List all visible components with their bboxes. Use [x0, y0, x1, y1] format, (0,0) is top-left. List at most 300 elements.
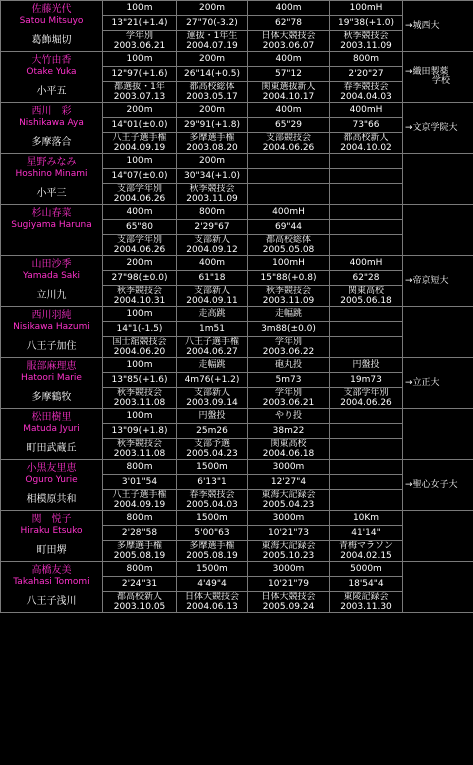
- athlete-row-meets: [1, 337, 473, 358]
- event-name: 400m: [248, 1, 330, 16]
- event-record: 41'14": [330, 526, 403, 541]
- event-meet-date: [248, 490, 330, 511]
- event-date: 2004.06.13: [186, 602, 238, 612]
- athlete-row-events: [1, 562, 473, 577]
- event-meet-date: [248, 133, 330, 154]
- athlete-row-meets: [1, 184, 473, 205]
- event-record: 73"66: [330, 118, 403, 133]
- event-meet-date: [177, 82, 248, 103]
- athlete-name-japanese: 星野みなみ: [26, 157, 77, 169]
- event-name: 400mH: [248, 205, 330, 220]
- event-meet-date: [103, 439, 177, 460]
- event-record: 1m51: [177, 322, 248, 337]
- event-record: 26"14(+0.5): [177, 67, 248, 82]
- athlete-name-japanese: 小黒友里恵: [26, 463, 77, 475]
- event-name: 3000m: [248, 562, 330, 577]
- athlete-name: [1, 52, 103, 82]
- event-name: 100m: [103, 409, 177, 424]
- event-meet: 関東高校: [270, 439, 307, 449]
- athlete-name-romaji: Otake Yuka: [26, 67, 77, 78]
- empty-cell: [330, 490, 403, 511]
- event-meet: 関東選抜新人: [261, 82, 316, 92]
- event-meet-date: [177, 235, 248, 256]
- event-date: 2003.10.05: [113, 602, 166, 612]
- event-meet-date: [103, 31, 177, 52]
- athlete-destination: [403, 154, 473, 205]
- athlete-name: [1, 562, 103, 592]
- event-record: 3m88(±0.0): [248, 322, 330, 337]
- empty-cell: [330, 460, 403, 475]
- athlete-row-meets: [1, 490, 473, 511]
- event-name: 100m: [103, 307, 177, 322]
- empty-cell: [330, 322, 403, 337]
- empty-cell: [330, 235, 403, 256]
- athlete-destination: →織田製薬 学校: [403, 52, 473, 103]
- event-meet-date: [248, 541, 330, 562]
- empty-cell: [330, 184, 403, 205]
- event-meet: 秋季競技会: [116, 439, 162, 449]
- event-record: 61"18: [177, 271, 248, 286]
- event-date: 2003.07.13: [113, 92, 166, 102]
- event-meet-date: [177, 541, 248, 562]
- event-date: 2003.11.09: [262, 296, 315, 306]
- event-meet: 八王子選手権: [112, 133, 167, 143]
- event-record: 14"01(±0.0): [103, 118, 177, 133]
- event-meet: 支部学年別: [116, 184, 162, 194]
- event-name: 800m: [330, 52, 403, 67]
- event-record: 30"34(+1.0): [177, 169, 248, 184]
- event-meet: 支部競技会: [265, 133, 311, 143]
- event-name: 800m: [103, 562, 177, 577]
- event-name: 100m: [103, 1, 177, 16]
- athlete-row-meets: [1, 541, 473, 562]
- empty-cell: [330, 337, 403, 358]
- event-record: 4m76(+1.2): [177, 373, 248, 388]
- athlete-name-romaji: Takahasi Tomomi: [13, 577, 90, 588]
- athlete-name-japanese: 服部麻理恵: [26, 361, 77, 373]
- event-meet: 支部学年別: [116, 235, 162, 245]
- event-date: 2003.11.08: [113, 449, 166, 459]
- athlete-row-meets: [1, 388, 473, 409]
- athlete-row-events: [1, 511, 473, 526]
- athlete-destination: →文京学院大: [403, 103, 473, 154]
- athlete-school: 八王子浅川: [1, 592, 103, 613]
- event-name: 円盤投: [330, 358, 403, 373]
- event-date: 2004.02.15: [340, 551, 392, 561]
- event-date: 2004.09.11: [186, 296, 238, 306]
- event-name: 走幅跳: [177, 358, 248, 373]
- athlete-row-events: [1, 1, 473, 16]
- empty-cell: [330, 169, 403, 184]
- athlete-destination: →城西大: [403, 1, 473, 52]
- event-name: 砲丸投: [248, 358, 330, 373]
- athlete-name-japanese: 松田樹里: [31, 412, 72, 424]
- athlete-name-japanese: 大竹由香: [31, 55, 72, 67]
- event-meet: 八王子選手権: [184, 337, 239, 347]
- event-name: 3000m: [248, 460, 330, 475]
- event-meet: 秋季競技会: [343, 31, 389, 41]
- athlete-row-events: [1, 52, 473, 67]
- athlete-name-romaji: Sugiyama Haruna: [11, 220, 92, 231]
- event-record: 14"07(±0.0): [103, 169, 177, 184]
- event-meet-date: [177, 133, 248, 154]
- event-meet: 国士舘競技会: [112, 337, 167, 347]
- athlete-name-romaji: Oguro Yurie: [25, 475, 78, 486]
- event-meet-date: [103, 490, 177, 511]
- athlete-row-events: [1, 103, 473, 118]
- event-meet: 支部新人: [193, 235, 230, 245]
- empty-cell: [330, 439, 403, 460]
- event-meet: 支部新人: [193, 388, 230, 398]
- event-name: 走幅跳: [248, 307, 330, 322]
- event-meet-date: [330, 133, 403, 154]
- event-meet-date: [103, 184, 177, 205]
- athlete-row-meets: [1, 235, 473, 256]
- event-record: 13"21(+1.4): [103, 16, 177, 31]
- athlete-row-events: [1, 358, 473, 373]
- event-meet-date: [248, 235, 330, 256]
- event-meet: 学年別: [274, 388, 302, 398]
- athlete-row-meets: [1, 31, 473, 52]
- event-date: 2005.08.19: [186, 551, 238, 561]
- event-meet: 秋季競技会: [189, 184, 235, 194]
- event-record: 65"29: [248, 118, 330, 133]
- event-meet-date: [177, 388, 248, 409]
- event-record: 62"28: [330, 271, 403, 286]
- event-meet: 青梅マラソン: [338, 541, 393, 551]
- athlete-name-japanese: 佐藤光代: [31, 4, 72, 16]
- event-record: 13"85(+1.6): [103, 373, 177, 388]
- athlete-name-romaji: Satou Mitsuyo: [19, 16, 84, 27]
- event-date: 2004.04.03: [340, 92, 392, 102]
- event-date: 2005.04.03: [186, 500, 238, 510]
- athlete-school: 町田武蔵丘: [1, 439, 103, 460]
- event-meet: 東海大記録会: [261, 541, 316, 551]
- event-meet: 多摩選手権: [189, 541, 235, 551]
- event-meet-date: [177, 490, 248, 511]
- athlete-school: [1, 235, 103, 256]
- event-name: 200m: [103, 256, 177, 271]
- event-record: 27"70(-3.2): [177, 16, 248, 31]
- athlete-school: 相模原共和: [1, 490, 103, 511]
- event-record: 12'27"4: [248, 475, 330, 490]
- athlete-name-japanese: 西川羽純: [31, 310, 72, 322]
- event-record: 4'49"4: [177, 577, 248, 592]
- event-name: 100m: [103, 358, 177, 373]
- athlete-destination: →立正大: [403, 358, 473, 409]
- athlete-school: 小平五: [1, 82, 103, 103]
- empty-cell: [330, 205, 403, 220]
- event-date: 2004.06.20: [113, 347, 166, 357]
- event-record: 10'21"79: [248, 577, 330, 592]
- event-name: 200m: [103, 103, 177, 118]
- event-date: 2003.09.14: [186, 398, 238, 408]
- event-record: 12"97(+1.6): [103, 67, 177, 82]
- event-meet: 都選抜・1年: [114, 82, 165, 92]
- event-meet-date: [177, 31, 248, 52]
- event-meet-date: [248, 388, 330, 409]
- event-date: 2005.05.08: [262, 245, 315, 255]
- event-meet-date: [103, 388, 177, 409]
- athlete-name: [1, 307, 103, 337]
- event-meet-date: [103, 82, 177, 103]
- empty-cell: [330, 220, 403, 235]
- athlete-row-meets: [1, 592, 473, 613]
- event-meet: 学年別: [125, 31, 153, 41]
- event-name: 1500m: [177, 460, 248, 475]
- event-date: 2004.06.26: [262, 143, 315, 153]
- event-name: 400m: [103, 205, 177, 220]
- event-date: 2004.07.19: [186, 41, 238, 51]
- athlete-name-japanese: 関 悦子: [31, 514, 72, 526]
- athlete-destination: →聖心女子大: [403, 460, 473, 511]
- event-record: 29"91(+1.8): [177, 118, 248, 133]
- event-name: 800m: [103, 460, 177, 475]
- event-meet-date: [177, 286, 248, 307]
- event-date: 2003.11.30: [340, 602, 392, 612]
- event-date: 2004.06.26: [113, 245, 166, 255]
- athlete-name-japanese: 山田沙季: [31, 259, 72, 271]
- empty-cell: [248, 169, 330, 184]
- athlete-school: 多摩鶴牧: [1, 388, 103, 409]
- event-meet-date: [177, 184, 248, 205]
- event-record: 5'00"63: [177, 526, 248, 541]
- event-date: 2004.10.17: [262, 92, 315, 102]
- event-date: 2003.11.08: [113, 398, 166, 408]
- empty-cell: [330, 475, 403, 490]
- event-date: 2003.08.20: [186, 143, 238, 153]
- event-meet-date: [330, 31, 403, 52]
- event-meet: 支部新人: [193, 286, 230, 296]
- event-record: 25m26: [177, 424, 248, 439]
- event-name: 円盤投: [177, 409, 248, 424]
- athlete-destination: [403, 409, 473, 460]
- event-name: 800m: [177, 205, 248, 220]
- event-meet-date: [103, 592, 177, 613]
- event-name: 1500m: [177, 562, 248, 577]
- event-date: 2003.06.07: [262, 41, 315, 51]
- athlete-school: 立川九: [1, 286, 103, 307]
- event-date: 2005.04.23: [186, 449, 238, 459]
- athlete-name-romaji: Nishikawa Aya: [19, 118, 84, 129]
- event-meet: 東海大記録会: [261, 490, 316, 500]
- event-meet-date: [330, 592, 403, 613]
- athlete-name: [1, 511, 103, 541]
- athlete-row-events: [1, 205, 473, 220]
- event-record: 62"78: [248, 16, 330, 31]
- athlete-school: 多摩落合: [1, 133, 103, 154]
- athlete-destination: →帝京短大: [403, 256, 473, 307]
- event-meet-date: [330, 388, 403, 409]
- event-name: 400m: [248, 52, 330, 67]
- event-meet-date: [248, 82, 330, 103]
- athlete-name: [1, 409, 103, 439]
- event-record: 14"1(-1.5): [103, 322, 177, 337]
- event-meet-date: [330, 286, 403, 307]
- event-name: 10Km: [330, 511, 403, 526]
- athlete-name-romaji: Matuda Jyuri: [23, 424, 80, 435]
- event-meet-date: [103, 235, 177, 256]
- event-date: 2003.06.21: [262, 398, 315, 408]
- athlete-name: [1, 1, 103, 31]
- event-record: 2'20"27: [330, 67, 403, 82]
- event-record: 65"80: [103, 220, 177, 235]
- athlete-name: [1, 103, 103, 133]
- event-meet: 運抜・1年生: [186, 31, 238, 41]
- event-meet: 日体大競技会: [184, 592, 239, 602]
- athlete-name: [1, 154, 103, 184]
- event-date: 2004.09.12: [186, 245, 238, 255]
- event-record: 6'13"1: [177, 475, 248, 490]
- empty-cell: [330, 424, 403, 439]
- event-date: 2004.09.19: [113, 143, 166, 153]
- event-record: 19m73: [330, 373, 403, 388]
- event-meet-date: [248, 592, 330, 613]
- athlete-row-meets: [1, 286, 473, 307]
- event-meet: 都高校総体: [189, 82, 235, 92]
- event-date: 2005.04.23: [262, 500, 315, 510]
- athlete-destination: [403, 307, 473, 358]
- event-date: 2005.08.19: [113, 551, 166, 561]
- event-meet-date: [248, 439, 330, 460]
- athlete-name-romaji: Hatoori Marie: [21, 373, 82, 384]
- event-date: 2003.06.22: [262, 347, 315, 357]
- event-date: 2003.06.21: [113, 41, 166, 51]
- empty-cell: [248, 154, 330, 169]
- athlete-destination: [403, 205, 473, 256]
- empty-cell: [330, 154, 403, 169]
- athlete-name: [1, 256, 103, 286]
- athlete-row-meets: [1, 133, 473, 154]
- event-name: 200m: [177, 52, 248, 67]
- event-meet: 秋季競技会: [116, 286, 162, 296]
- event-meet: 支部学年別: [343, 388, 389, 398]
- event-meet: 日体大競技会: [261, 592, 316, 602]
- athlete-name-romaji: Hoshino Minami: [15, 169, 88, 180]
- event-meet: 支部予選: [193, 439, 230, 449]
- athlete-destination: [403, 511, 473, 562]
- event-meet-date: [103, 541, 177, 562]
- athlete-name-romaji: Nisikawa Hazumi: [13, 322, 90, 333]
- event-name: 走高跳: [177, 307, 248, 322]
- event-date: 2005.10.23: [262, 551, 315, 561]
- empty-cell: [330, 307, 403, 322]
- event-date: 2003.11.09: [340, 41, 392, 51]
- event-meet: 秋季競技会: [265, 286, 311, 296]
- event-date: 2003.05.17: [186, 92, 238, 102]
- athlete-name: [1, 358, 103, 388]
- event-meet: 都高校新人: [343, 133, 389, 143]
- event-meet: 日体大競技会: [261, 31, 316, 41]
- event-record: 15"88(+0.8): [248, 271, 330, 286]
- event-meet-date: [177, 439, 248, 460]
- event-record: 18'54"4: [330, 577, 403, 592]
- event-meet: 秋季競技会: [116, 388, 162, 398]
- event-name: 400mH: [330, 256, 403, 271]
- event-name: やり投: [248, 409, 330, 424]
- event-date: 2005.09.24: [262, 602, 315, 612]
- event-meet: 春季競技会: [189, 490, 235, 500]
- event-meet-date: [248, 337, 330, 358]
- event-meet: 春季競技会: [343, 82, 389, 92]
- event-meet-date: [103, 286, 177, 307]
- athlete-school: 小平三: [1, 184, 103, 205]
- event-record: 2'28"58: [103, 526, 177, 541]
- athlete-row-events: [1, 409, 473, 424]
- event-record: 69"44: [248, 220, 330, 235]
- event-meet-date: [248, 286, 330, 307]
- event-name: 1500m: [177, 511, 248, 526]
- event-name: 200m: [177, 154, 248, 169]
- event-name: 100m: [103, 52, 177, 67]
- event-date: 2004.10.02: [340, 143, 392, 153]
- athlete-name-japanese: 杉山春菜: [31, 208, 72, 220]
- athlete-destination: [403, 562, 473, 613]
- athlete-school: 町田堺: [1, 541, 103, 562]
- event-meet: 関東高校: [347, 286, 384, 296]
- event-record: 13"09(+1.8): [103, 424, 177, 439]
- athlete-name-japanese: 西川 彩: [31, 106, 72, 118]
- athlete-row-meets: [1, 439, 473, 460]
- event-date: 2004.06.18: [262, 449, 315, 459]
- event-meet: 学年別: [274, 337, 302, 347]
- event-date: 2003.11.09: [186, 194, 238, 204]
- event-meet-date: [177, 592, 248, 613]
- athlete-row-meets: [1, 82, 473, 103]
- athlete-name: [1, 205, 103, 235]
- event-meet-date: [330, 541, 403, 562]
- athlete-name-japanese: 高橋友美: [31, 565, 72, 577]
- event-meet-date: [103, 337, 177, 358]
- athlete-school: 葛飾堀切: [1, 31, 103, 52]
- event-name: 400m: [177, 256, 248, 271]
- event-date: 2004.10.31: [113, 296, 166, 306]
- event-date: 2005.06.18: [340, 296, 392, 306]
- athlete-row-events: [1, 256, 473, 271]
- event-record: 10'21"73: [248, 526, 330, 541]
- event-record: 2'29"67: [177, 220, 248, 235]
- event-record: 5m73: [248, 373, 330, 388]
- athlete-row-events: [1, 307, 473, 322]
- empty-cell: [248, 184, 330, 205]
- event-record: 19"38(+1.0): [330, 16, 403, 31]
- event-meet: 多摩選手権: [116, 541, 162, 551]
- event-meet: 東陵記録会: [343, 592, 389, 602]
- event-name: 200m: [177, 1, 248, 16]
- event-meet: 多摩選手権: [189, 133, 235, 143]
- athlete-row-events: [1, 154, 473, 169]
- event-meet: 八王子選手権: [112, 490, 167, 500]
- event-record: 2'24"31: [103, 577, 177, 592]
- athlete-name-romaji: Hiraku Etsuko: [20, 526, 83, 537]
- event-name: 100mH: [330, 1, 403, 16]
- event-record: 38m22: [248, 424, 330, 439]
- event-date: 2004.09.19: [113, 500, 166, 510]
- athlete-row-events: [1, 460, 473, 475]
- event-name: 800m: [103, 511, 177, 526]
- athlete-name: [1, 460, 103, 490]
- empty-cell: [330, 409, 403, 424]
- event-date: 2004.06.26: [113, 194, 166, 204]
- athlete-name-romaji: Yamada Saki: [22, 271, 81, 282]
- event-meet-date: [103, 133, 177, 154]
- event-record: 3'01"54: [103, 475, 177, 490]
- event-name: 400mH: [330, 103, 403, 118]
- event-meet: 都高校総体: [265, 235, 311, 245]
- event-name: 200m: [177, 103, 248, 118]
- athlete-school: 八王子加住: [1, 337, 103, 358]
- event-date: 2004.06.27: [186, 347, 238, 357]
